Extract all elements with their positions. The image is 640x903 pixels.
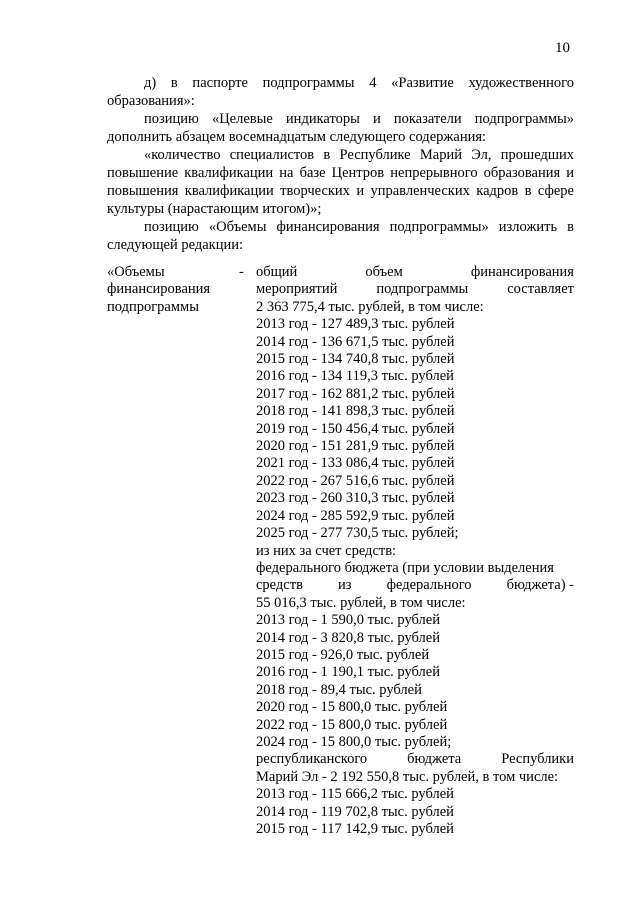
label-dash: - — [239, 264, 244, 280]
year-line: 2015 год - 117 142,9 тыс. рублей — [256, 821, 454, 837]
year-line: 2016 год - 134 119,3 тыс. рублей — [256, 368, 454, 385]
year-line: 2020 год - 15 800,0 тыс. рублей — [256, 699, 448, 716]
total-line — [256, 281, 574, 298]
word: из — [338, 577, 352, 594]
amendment-text — [107, 74, 574, 254]
paragraph-financing-position: позицию «Объемы финансирования подпрограммы» изложить в следующей редакции: — [107, 219, 574, 253]
paragraph-specialists-count: «количество специалистов в Республике Марий Эл, прошедших повышение квалификации на базе Центров непрерывного образования и повышения квалификации творческих и управленческих кадров в сфере культуры (нарастающим итогом)»; — [107, 147, 574, 217]
word: мероприятий — [256, 281, 338, 298]
year-line: 2025 год - 277 730,5 тыс. рублей; — [256, 525, 459, 542]
year-line: 2015 год - 134 740,8 тыс. рублей — [256, 351, 455, 368]
year-line: 2015 год - 926,0 тыс. рублей — [256, 646, 430, 663]
federal-line — [256, 577, 574, 594]
year-line: 2016 год - 1 190,1 тыс. рублей — [256, 664, 440, 681]
year-line: 2014 год - 136 671,5 тыс. рублей — [256, 333, 455, 350]
label-line: финансирования — [107, 281, 211, 298]
word: средств — [256, 577, 303, 594]
year-line: 2013 год - 127 489,3 тыс. рублей — [256, 316, 455, 333]
word: подпрограммы — [376, 281, 469, 298]
federal-years-list — [256, 612, 574, 751]
year-line: 2018 год - 89,4 тыс. рублей — [256, 681, 422, 698]
year-line: 2020 год - 151 281,9 тыс. рублей — [256, 438, 455, 455]
year-line: 2024 год - 285 592,9 тыс. рублей — [256, 507, 455, 524]
year-line: 2023 год - 260 310,3 тыс. рублей — [256, 490, 455, 507]
word: бюджета — [407, 751, 462, 768]
year-line: 2018 год - 141 898,3 тыс. рублей — [256, 403, 455, 420]
financing-values — [256, 264, 574, 838]
word: Республики — [501, 751, 574, 768]
word: республиканского — [256, 751, 368, 768]
paragraph-target-indicators: позицию «Целевые индикаторы и показатели подпрограммы» дополнить абзацем восемнадцатым следующего содержания: — [107, 111, 574, 145]
page-number: 10 — [555, 40, 570, 56]
word: федерального — [386, 577, 472, 594]
word: общий — [256, 264, 298, 280]
year-line: 2014 год - 3 820,8 тыс. рублей — [256, 629, 440, 646]
year-line: 2024 год - 15 800,0 тыс. рублей; — [256, 733, 452, 750]
republic-years-list — [256, 786, 574, 838]
word: финансирования — [470, 264, 574, 280]
federal-line: федерального бюджета (при условии выделения — [256, 559, 554, 576]
paragraph-subprogram-passport: д) в паспорте подпрограммы 4 «Развитие художественного образования»: — [107, 75, 574, 109]
federal-amount: 55 016,3 тыс. рублей, в том числе: — [256, 594, 466, 611]
republic-amount: Марий Эл - 2 192 550,8 тыс. рублей, в том числе: — [256, 768, 559, 785]
word: объем — [365, 264, 403, 280]
total-years-list — [256, 316, 574, 542]
total-amount: 2 363 775,4 тыс. рублей, в том числе: — [256, 298, 484, 315]
total-line — [256, 264, 574, 281]
year-line: 2022 год - 15 800,0 тыс. рублей — [256, 716, 448, 733]
sources-intro: из них за счет средств: — [256, 542, 397, 559]
year-line: 2022 год - 267 516,6 тыс. рублей — [256, 472, 455, 489]
year-line: 2021 год - 133 086,4 тыс. рублей — [256, 455, 455, 472]
year-line: 2013 год - 1 590,0 тыс. рублей — [256, 612, 440, 629]
year-line: 2014 год - 119 702,8 тыс. рублей — [256, 803, 454, 820]
year-line: 2017 год - 162 881,2 тыс. рублей — [256, 385, 455, 402]
word: бюджета) - — [506, 577, 574, 594]
word: составляет — [507, 281, 574, 298]
year-line: 2019 год - 150 456,4 тыс. рублей — [256, 420, 455, 437]
republic-line — [256, 751, 574, 768]
year-line: 2013 год - 115 666,2 тыс. рублей — [256, 786, 454, 803]
financing-label — [107, 264, 247, 316]
label-line: «Объемы — [107, 264, 165, 280]
label-line: подпрограммы — [107, 298, 199, 315]
